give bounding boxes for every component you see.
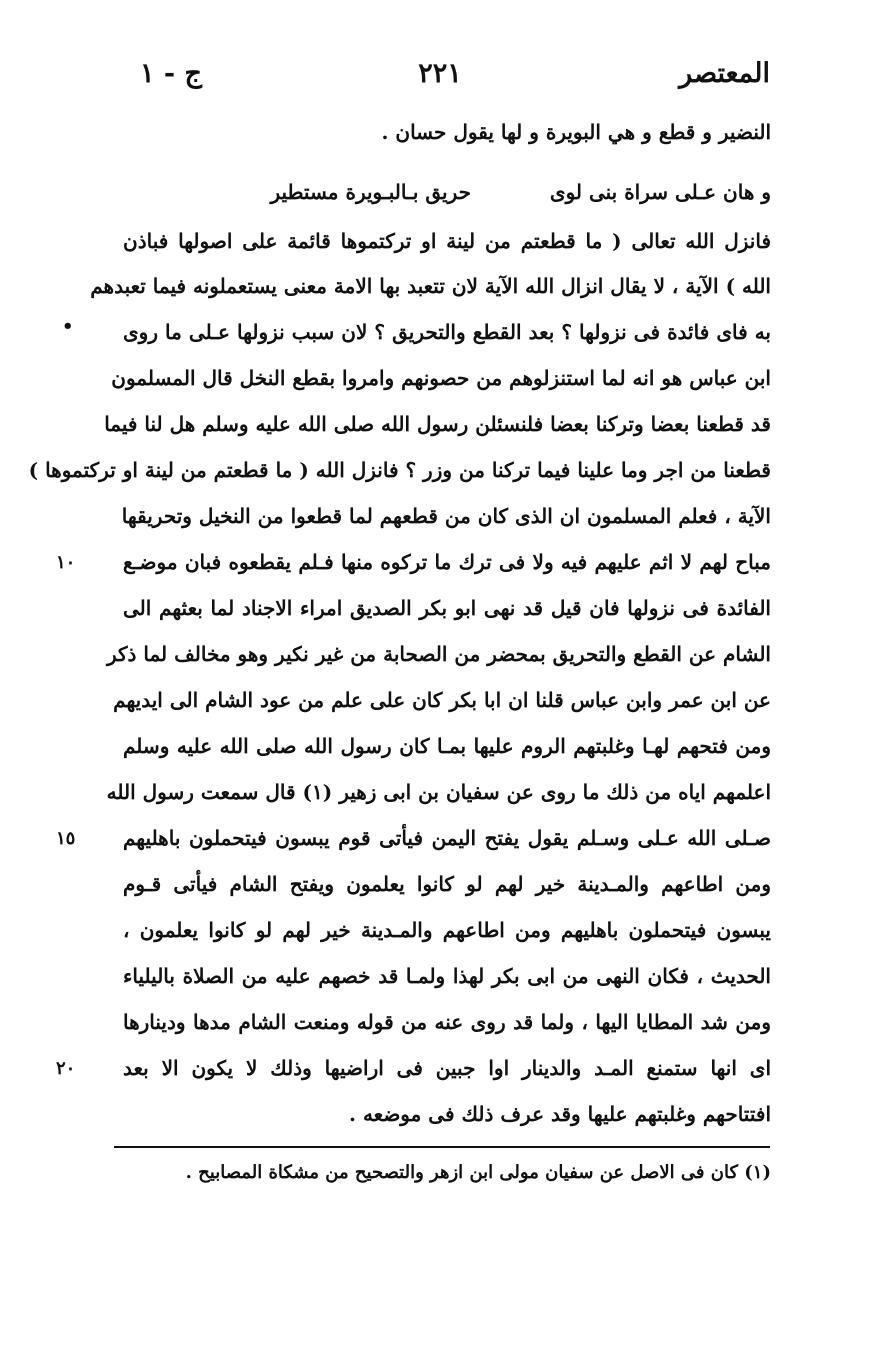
text-line: ومن اطاعهم والمـدينة خير لهم لو كانوا يعلمون ويفتح الشام فيأتى قـوم: [123, 872, 771, 896]
text-line: فانزل الله تعالى ( ما قطعتم من لينة او تركتموها قائمة على اصولها فباذن: [123, 229, 771, 253]
footnote-divider: [114, 1146, 770, 1148]
text-line: قد قطعنا بعضا وتركنا بعضا فلنسئلن رسول الله صلى الله عليه وسلم هل لنا فيما: [104, 412, 771, 436]
line-number: ١٠: [56, 552, 76, 573]
verse-hemistich-2: حريق بـالبـويرة مستطير: [270, 180, 471, 204]
text-line: الشام عن القطع والتحريق بمحضر من الصحابة من غير نكير وهو مخالف لما ذكر: [106, 642, 771, 666]
text-line: اى انها ستمنع المـد والدينار اوا جبين فى اراضيها وذلك لا يكون الا بعد: [123, 1056, 771, 1080]
volume-label: ج - ١: [140, 58, 202, 89]
running-header: [110, 58, 770, 102]
text-line: اعلمهم اياه من ذلك ما روى عن سفيان بن ابى زهير (١) قال سمعت رسول الله: [106, 780, 771, 804]
line-number: ٢٠: [56, 1058, 76, 1079]
footnote: (١) كان فى الاصل عن سفيان مولى ابن ازهر والتصحيح من مشكاة المصابيح .: [185, 1162, 771, 1183]
text-line: يبسون فيتحملون باهليهم ومن اطاعهم والمـدينة خير لهم لو كانوا يعلمون ،: [123, 918, 771, 942]
text-line: به فاى فائدة فى نزولها ؟ بعد القطع والتحريق ؟ لان سبب نزولها عـلى ما روى: [123, 320, 771, 344]
text-line: الله ) الآية ، لا يقال انزال الله الآية لان تتعبد بها الامة معنى يستعملونه فيما تعبدهم: [90, 274, 771, 298]
page-number: ٢٢١: [418, 58, 462, 89]
text-line: صـلى الله عـلى وسـلم يقول يفتح اليمن فيأتى قوم يبسون فيتحملون باهليهم: [123, 826, 771, 850]
text-line: ابن عباس هو انه لما استنزلوهم من حصونهم وامروا بقطع النخل قال المسلمون: [111, 366, 771, 390]
text-line: ومن شد المطايا اليها ، ولما قد روى عنه من قوله ومنعت الشام مدها ودينارها: [123, 1010, 771, 1034]
header-title: المعتصر: [679, 58, 770, 89]
text-line: عن ابن عمر وابن عباس قلنا ان ابا بكر كان على علم من عود الشام الى ايديهم: [113, 688, 771, 712]
text-line: الآية ، فعلم المسلمون ان الذى كان من قطعهم لما قطعوا من النخيل وتحريقها: [121, 504, 771, 528]
text-line: ومن فتحهم لهـا وغلبتهم الروم عليها بمـا كان رسول الله صلى الله عليه وسلم: [123, 734, 771, 758]
margin-mark: •: [62, 316, 74, 337]
opening-line: النضير و قطع و هي البويرة و لها يقول حسان .: [381, 120, 771, 144]
line-number: ١٥: [56, 828, 76, 849]
text-line: قطعنا من اجر وما علينا فيما تركنا من وزر ؟ فانزل الله ( ما قطعتم من لينة او تركتموها ): [28, 458, 771, 482]
text-line: الحديث ، فكان النهى من ابى بكر لهذا ولمـا قد خصهم عليه من الصلاة باليلياء: [123, 964, 771, 988]
verse-hemistich-1: و هان عـلى سراة بنى لوى: [549, 180, 771, 204]
text-line: مباح لهم لا اثم عليهم فيه ولا فى ترك ما تركوه منها فـلم يقطعوه فبان موضـع: [123, 550, 771, 574]
poetry-verse: [123, 172, 771, 212]
text-line: الفائدة فى نزولها فان قيل قد نهى ابو بكر الصديق امراء الاجناد لما بعثهم الى: [123, 596, 771, 620]
text-line: افتتاحهم وغلبتهم عليها وقد عرف ذلك فى موضعه .: [349, 1102, 771, 1126]
